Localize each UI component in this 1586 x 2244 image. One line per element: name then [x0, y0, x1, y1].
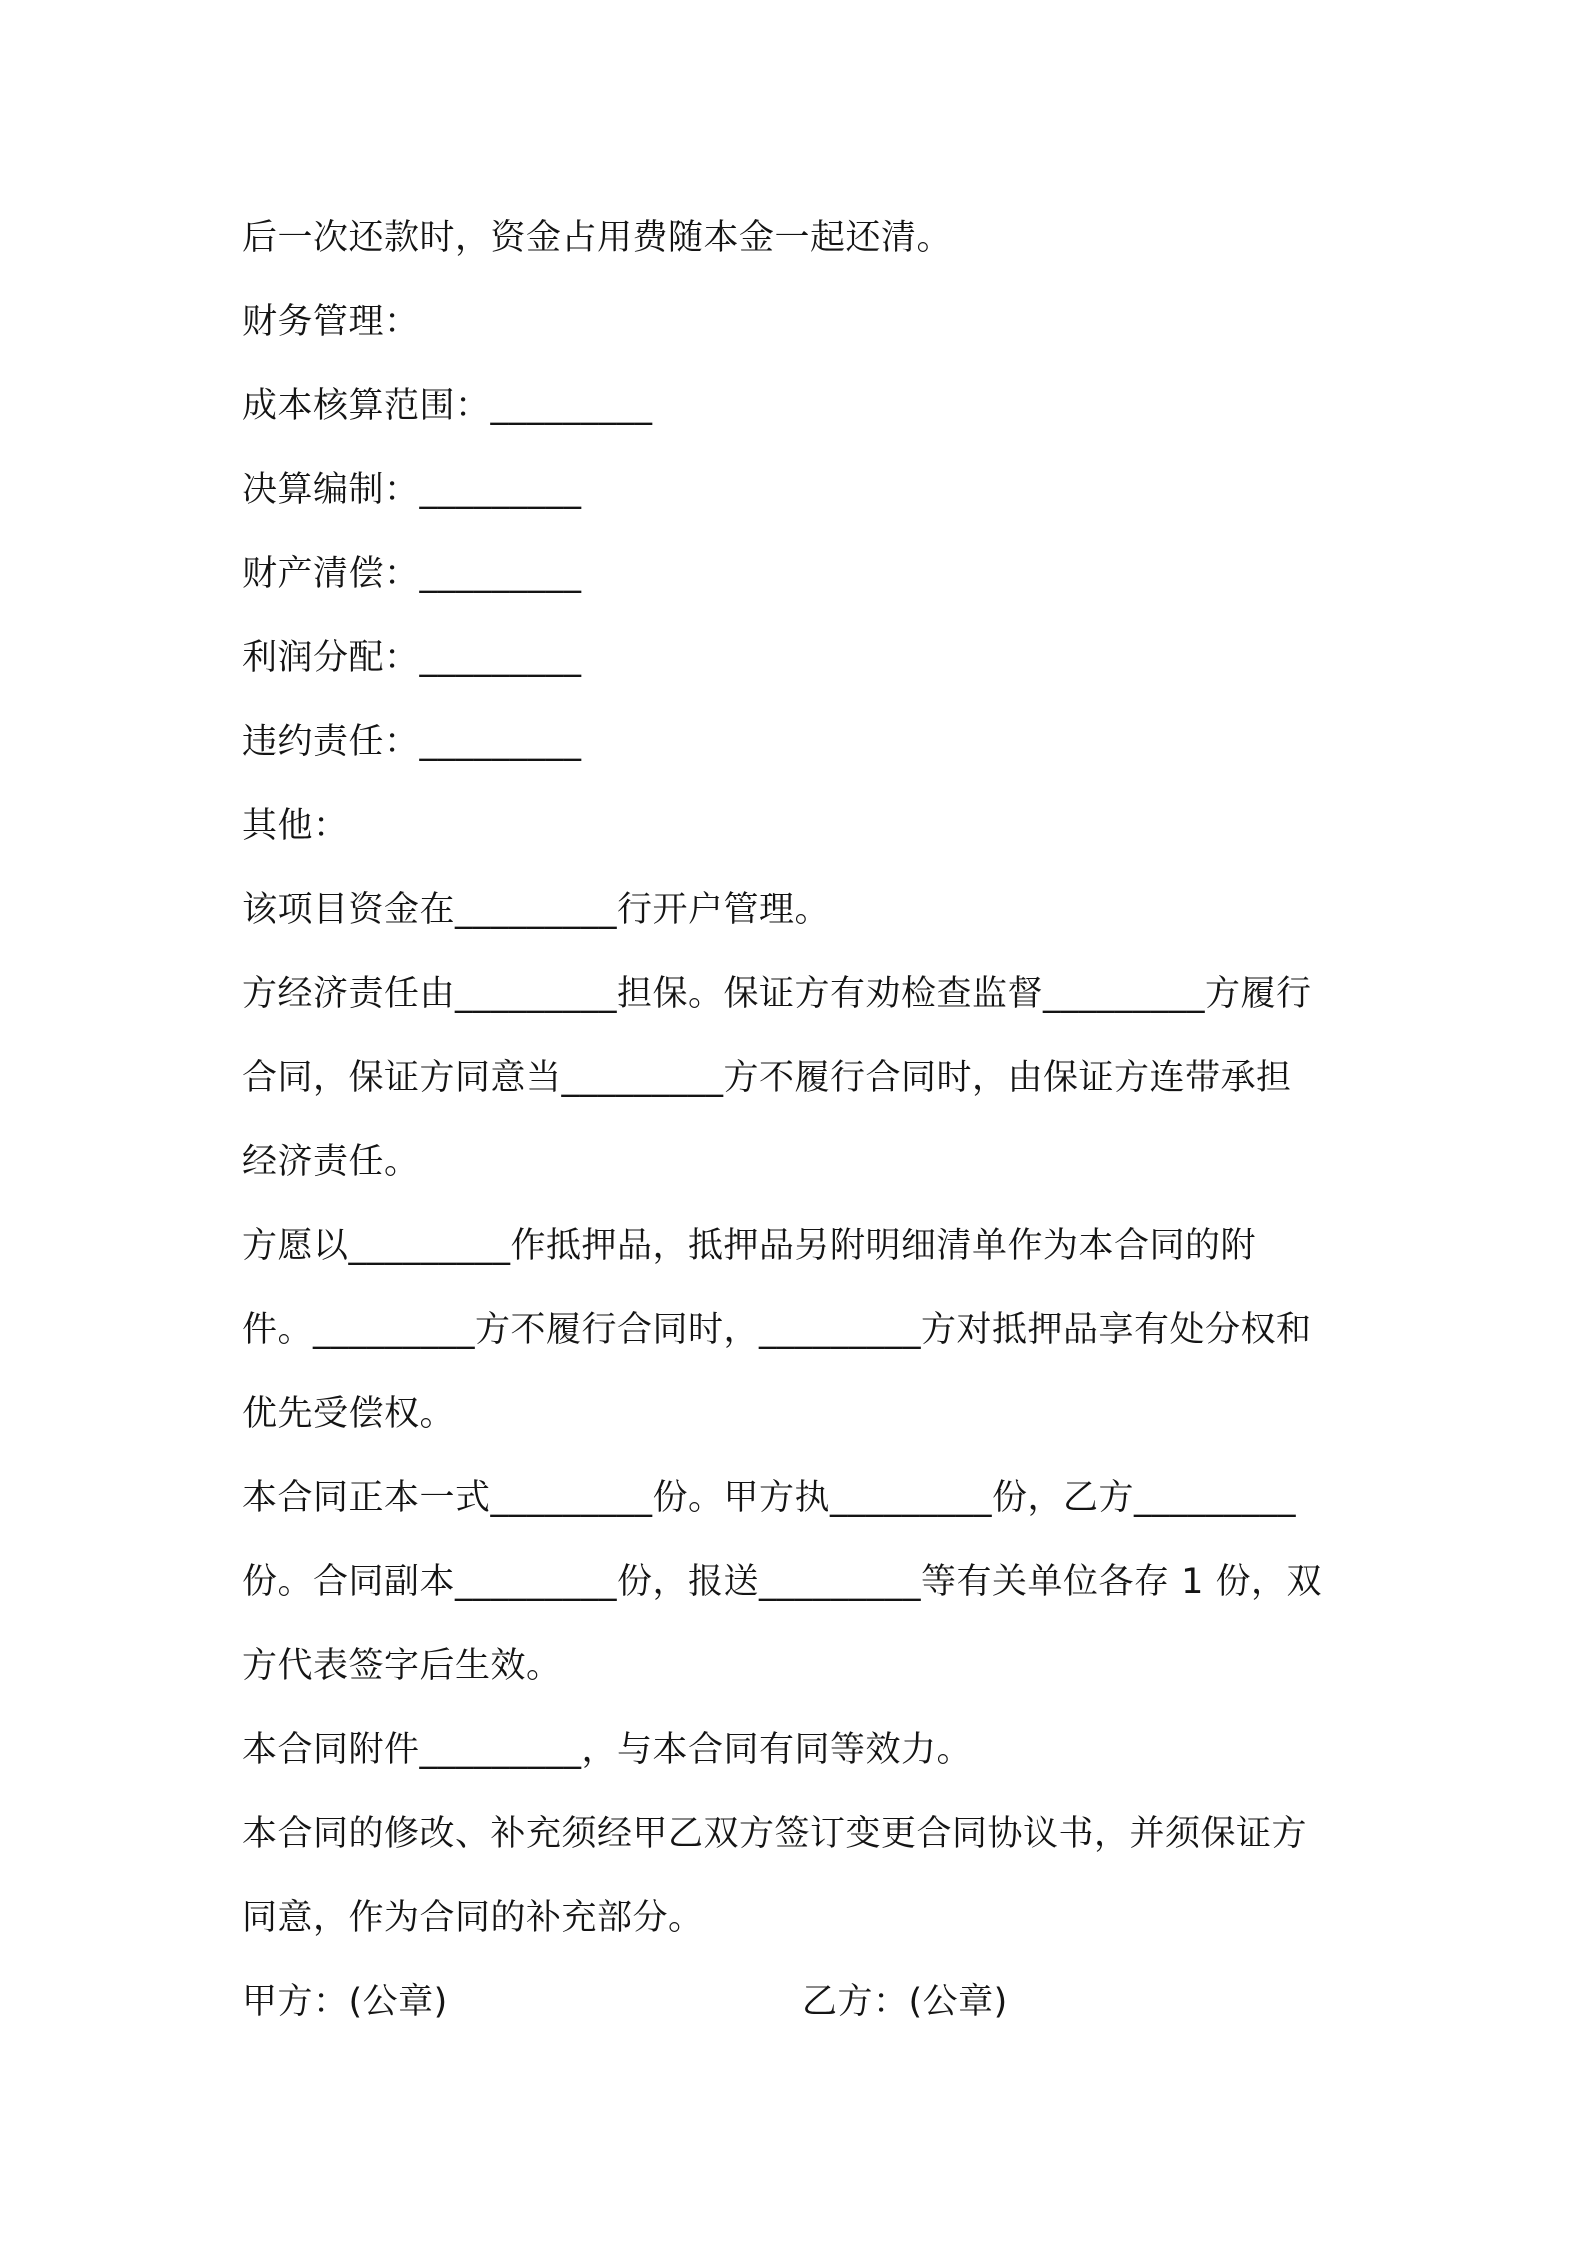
text-line: 违约责任：_________	[242, 722, 582, 762]
signature-row	[242, 1960, 1362, 2044]
text-line: 后一次还款时，资金占用费随本金一起还清。	[242, 218, 953, 258]
text-line: 决算编制：_________	[242, 470, 582, 510]
text-line: 该项目资金在_________行开户管理。	[242, 890, 831, 930]
text-line: 份。合同副本_________份，报送_________等有关单位各存 1 份，双	[242, 1562, 1323, 1602]
section-heading-finance: 财务管理：	[242, 302, 420, 342]
text-line: 本合同正本一式_________份。甲方执_________份，乙方_________	[242, 1478, 1297, 1518]
text-line: 优先受偿权。	[242, 1394, 456, 1434]
text-line: 方愿以_________作抵押品，抵押品另附明细清单作为本合同的附	[242, 1226, 1257, 1266]
text-line: 件。_________方不履行合同时，_________方对抵押品享有处分权和	[242, 1310, 1312, 1350]
text-line: 利润分配：_________	[242, 638, 582, 678]
party-a-signature: 甲方：(公章)	[242, 1982, 448, 2022]
text-line: 本合同的修改、补充须经甲乙双方签订变更合同协议书，并须保证方	[242, 1814, 1308, 1854]
text-line: 财产清偿：_________	[242, 554, 582, 594]
text-line: 同意，作为合同的补充部分。	[242, 1898, 704, 1938]
contract-body	[242, 196, 1362, 2044]
text-line: 本合同附件_________，与本合同有同等效力。	[242, 1730, 973, 1770]
party-b-signature: 乙方：(公章)	[802, 1982, 1008, 2022]
text-line: 合同，保证方同意当_________方不履行合同时，由保证方连带承担	[242, 1058, 1292, 1098]
text-line: 方代表签字后生效。	[242, 1646, 562, 1686]
text-line: 成本核算范围：_________	[242, 386, 653, 426]
text-line: 经济责任。	[242, 1142, 420, 1182]
section-heading-other: 其他：	[242, 806, 349, 846]
text-line: 方经济责任由_________担保。保证方有劝检查监督_________方履行	[242, 974, 1312, 1014]
